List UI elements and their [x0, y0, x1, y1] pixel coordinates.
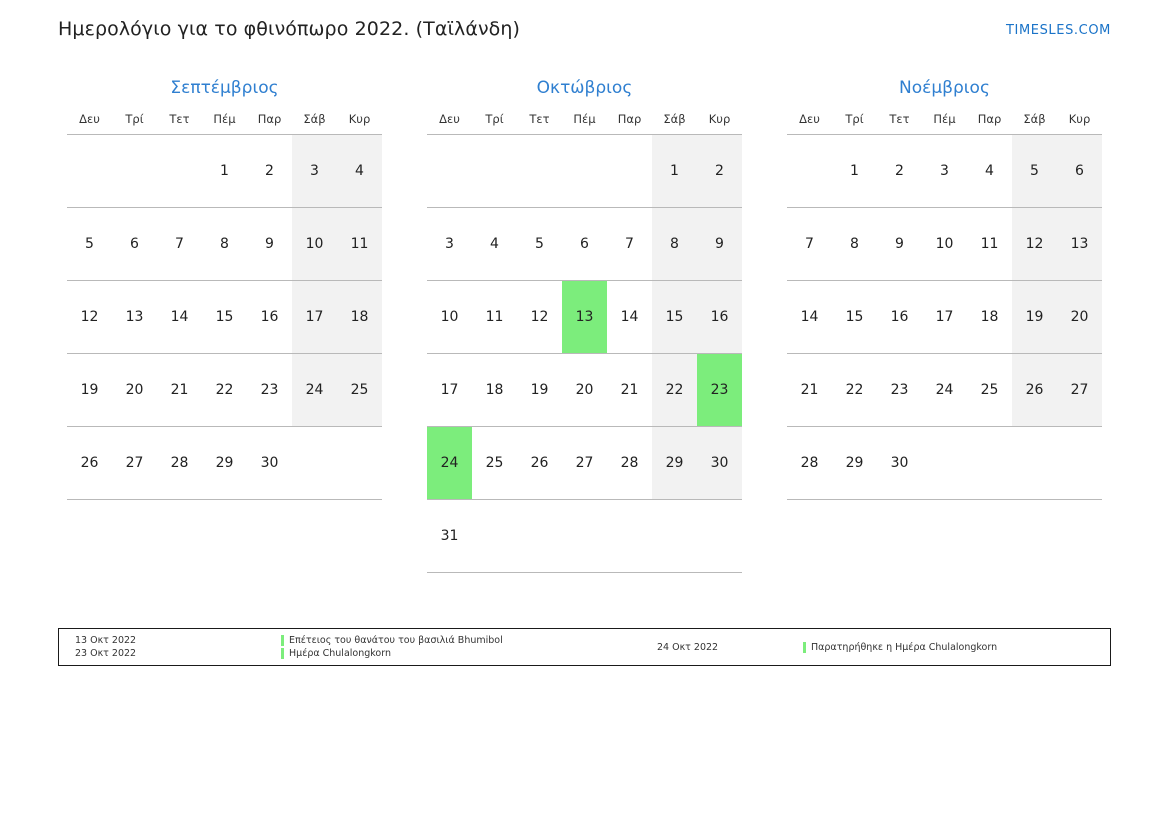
day-cell[interactable]: 7 — [787, 208, 832, 281]
day-cell[interactable]: 17 — [922, 281, 967, 354]
week-row — [427, 500, 742, 573]
empty-day-cell — [1057, 427, 1102, 500]
weekday-header: Κυρ — [697, 112, 742, 135]
day-cell[interactable]: 27 — [562, 427, 607, 500]
empty-day-cell — [967, 427, 1012, 500]
legend-dates-column — [59, 629, 281, 665]
day-cell[interactable]: 5 — [1012, 135, 1057, 208]
day-cell[interactable]: 26 — [517, 427, 562, 500]
day-cell[interactable]: 25 — [967, 354, 1012, 427]
empty-day-cell — [67, 135, 112, 208]
weekday-header: Πέμ — [562, 112, 607, 135]
month-title: Οκτώβριος — [536, 78, 633, 98]
empty-day-cell — [157, 135, 202, 208]
legend-label: Επέτειος του θανάτου του βασιλιά Bhumibol — [289, 635, 503, 646]
legend-label: Παρατηρήθηκε η Ημέρα Chulalongkorn — [811, 641, 998, 653]
day-cell[interactable]: 9 — [877, 208, 922, 281]
day-cell[interactable]: 27 — [1057, 354, 1102, 427]
day-cell[interactable]: 12 — [1012, 208, 1057, 281]
day-cell[interactable]: 8 — [202, 208, 247, 281]
empty-day-cell — [112, 135, 157, 208]
weekday-header: Κυρ — [1057, 112, 1102, 135]
day-cell[interactable]: 25 — [337, 354, 382, 427]
day-cell[interactable]: 24 — [922, 354, 967, 427]
legend-date: 13 Οκτ 2022 — [75, 635, 137, 646]
empty-day-cell — [607, 135, 652, 208]
page-header — [58, 18, 1111, 50]
day-cell[interactable]: 1 — [202, 135, 247, 208]
day-cell[interactable]: 21 — [607, 354, 652, 427]
day-cell[interactable]: 4 — [472, 208, 517, 281]
week-row — [787, 135, 1102, 208]
day-cell[interactable]: 3 — [922, 135, 967, 208]
day-cell[interactable]: 23 — [247, 354, 292, 427]
legend-names-column-2 — [803, 629, 1110, 665]
day-cell[interactable]: 16 — [697, 281, 742, 354]
day-cell-holiday[interactable]: 24 — [427, 427, 472, 500]
weekday-header: Παρ — [247, 112, 292, 135]
day-cell[interactable]: 29 — [202, 427, 247, 500]
empty-day-cell — [1012, 427, 1057, 500]
day-cell[interactable]: 15 — [652, 281, 697, 354]
day-cell[interactable]: 30 — [697, 427, 742, 500]
day-cell[interactable]: 11 — [472, 281, 517, 354]
day-cell[interactable]: 11 — [337, 208, 382, 281]
day-cell[interactable]: 20 — [1057, 281, 1102, 354]
empty-day-cell — [517, 135, 562, 208]
empty-day-cell — [697, 500, 742, 573]
day-cell[interactable]: 15 — [202, 281, 247, 354]
weekday-header: Παρ — [967, 112, 1012, 135]
day-cell[interactable]: 14 — [607, 281, 652, 354]
legend — [58, 628, 1111, 666]
weekday-header: Τετ — [517, 112, 562, 135]
weekday-header: Δευ — [427, 112, 472, 135]
day-cell[interactable]: 6 — [562, 208, 607, 281]
week-row — [67, 427, 382, 500]
day-cell[interactable]: 13 — [112, 281, 157, 354]
empty-day-cell — [337, 427, 382, 500]
day-cell[interactable]: 30 — [247, 427, 292, 500]
month-block — [778, 78, 1111, 573]
holiday-swatch-icon — [281, 648, 284, 659]
week-row — [427, 281, 742, 354]
legend-entry — [803, 641, 1110, 654]
day-cell[interactable]: 17 — [427, 354, 472, 427]
day-cell[interactable]: 6 — [1057, 135, 1102, 208]
day-cell[interactable]: 10 — [922, 208, 967, 281]
weekday-header: Δευ — [67, 112, 112, 135]
weekday-header: Πέμ — [202, 112, 247, 135]
day-cell[interactable]: 22 — [652, 354, 697, 427]
day-cell[interactable]: 8 — [832, 208, 877, 281]
day-cell[interactable]: 23 — [877, 354, 922, 427]
day-cell[interactable]: 4 — [967, 135, 1012, 208]
legend-entry — [281, 634, 651, 647]
month-block — [58, 78, 391, 573]
empty-day-cell — [607, 500, 652, 573]
weekday-header: Σάβ — [292, 112, 337, 135]
weekday-header: Δευ — [787, 112, 832, 135]
day-cell[interactable]: 1 — [652, 135, 697, 208]
day-cell[interactable]: 30 — [877, 427, 922, 500]
month-block — [418, 78, 751, 573]
week-row — [787, 208, 1102, 281]
weekday-header: Σάβ — [1012, 112, 1057, 135]
empty-day-cell — [517, 500, 562, 573]
day-cell[interactable]: 8 — [652, 208, 697, 281]
legend-dates-column-2 — [651, 629, 803, 665]
legend-label: Ημέρα Chulalongkorn — [289, 648, 392, 659]
day-cell[interactable]: 27 — [112, 427, 157, 500]
day-cell[interactable]: 4 — [337, 135, 382, 208]
day-cell[interactable]: 11 — [967, 208, 1012, 281]
day-cell[interactable]: 2 — [697, 135, 742, 208]
holiday-swatch-icon — [803, 642, 806, 653]
week-row — [787, 281, 1102, 354]
empty-day-cell — [292, 427, 337, 500]
calendar-table — [67, 112, 382, 500]
day-cell[interactable]: 28 — [787, 427, 832, 500]
weekday-header: Πέμ — [922, 112, 967, 135]
day-cell[interactable]: 26 — [67, 427, 112, 500]
day-cell[interactable]: 29 — [652, 427, 697, 500]
weekday-header: Τρί — [112, 112, 157, 135]
months-container — [58, 78, 1111, 573]
month-title: Σεπτέμβριος — [170, 78, 279, 98]
empty-day-cell — [562, 500, 607, 573]
weekday-header: Τετ — [877, 112, 922, 135]
day-cell[interactable]: 15 — [832, 281, 877, 354]
day-cell[interactable]: 19 — [67, 354, 112, 427]
day-cell[interactable]: 5 — [67, 208, 112, 281]
week-row — [427, 135, 742, 208]
week-row — [67, 135, 382, 208]
empty-day-cell — [427, 135, 472, 208]
week-row — [67, 354, 382, 427]
weekday-header: Τετ — [157, 112, 202, 135]
day-cell[interactable]: 22 — [832, 354, 877, 427]
empty-day-cell — [922, 427, 967, 500]
brand-link[interactable]: TIMESLES.COM — [1005, 23, 1111, 38]
day-cell[interactable]: 7 — [157, 208, 202, 281]
day-cell[interactable]: 21 — [787, 354, 832, 427]
week-row — [427, 354, 742, 427]
weekday-header: Σάβ — [652, 112, 697, 135]
day-cell[interactable]: 20 — [562, 354, 607, 427]
weekday-header: Παρ — [607, 112, 652, 135]
day-cell[interactable]: 25 — [472, 427, 517, 500]
day-cell[interactable]: 22 — [202, 354, 247, 427]
weekday-header: Τρί — [472, 112, 517, 135]
day-cell[interactable]: 9 — [247, 208, 292, 281]
day-cell[interactable]: 19 — [517, 354, 562, 427]
day-cell[interactable]: 10 — [292, 208, 337, 281]
day-cell[interactable]: 28 — [157, 427, 202, 500]
day-cell[interactable]: 2 — [247, 135, 292, 208]
day-cell[interactable]: 10 — [427, 281, 472, 354]
empty-day-cell — [472, 135, 517, 208]
day-cell[interactable]: 16 — [877, 281, 922, 354]
day-cell[interactable]: 1 — [832, 135, 877, 208]
week-row — [787, 427, 1102, 500]
legend-date: 24 Οκτ 2022 — [657, 641, 719, 653]
weekday-header: Κυρ — [337, 112, 382, 135]
day-cell[interactable]: 7 — [607, 208, 652, 281]
day-cell[interactable]: 18 — [967, 281, 1012, 354]
day-cell[interactable]: 26 — [1012, 354, 1057, 427]
empty-day-cell — [562, 135, 607, 208]
day-cell[interactable]: 29 — [832, 427, 877, 500]
month-title: Νοέμβριος — [899, 78, 990, 98]
day-cell[interactable]: 3 — [292, 135, 337, 208]
day-cell[interactable]: 18 — [337, 281, 382, 354]
calendar-table — [787, 112, 1102, 500]
day-cell[interactable]: 17 — [292, 281, 337, 354]
calendar-table — [427, 112, 742, 573]
week-row — [427, 208, 742, 281]
day-cell-holiday[interactable]: 13 — [562, 281, 607, 354]
day-cell-holiday[interactable]: 23 — [697, 354, 742, 427]
day-cell[interactable]: 24 — [292, 354, 337, 427]
day-cell[interactable]: 16 — [247, 281, 292, 354]
day-cell[interactable]: 13 — [1057, 208, 1102, 281]
day-cell[interactable]: 14 — [787, 281, 832, 354]
page-title: Ημερολόγιο για το φθινόπωρο 2022. (Ταϊλάνδη) — [58, 18, 521, 40]
week-row — [427, 427, 742, 500]
day-cell[interactable]: 12 — [67, 281, 112, 354]
legend-names-column — [281, 629, 651, 665]
day-cell[interactable]: 14 — [157, 281, 202, 354]
empty-day-cell — [472, 500, 517, 573]
empty-day-cell — [652, 500, 697, 573]
legend-date: 23 Οκτ 2022 — [75, 648, 137, 659]
empty-day-cell — [787, 135, 832, 208]
day-cell[interactable]: 19 — [1012, 281, 1057, 354]
day-cell[interactable]: 2 — [877, 135, 922, 208]
week-row — [67, 208, 382, 281]
day-cell[interactable]: 18 — [472, 354, 517, 427]
holiday-swatch-icon — [281, 635, 284, 646]
day-cell[interactable]: 6 — [112, 208, 157, 281]
day-cell[interactable]: 12 — [517, 281, 562, 354]
day-cell[interactable]: 28 — [607, 427, 652, 500]
day-cell[interactable]: 9 — [697, 208, 742, 281]
day-cell[interactable]: 3 — [427, 208, 472, 281]
day-cell[interactable]: 21 — [157, 354, 202, 427]
day-cell[interactable]: 5 — [517, 208, 562, 281]
week-row — [787, 354, 1102, 427]
weekday-header: Τρί — [832, 112, 877, 135]
day-cell[interactable]: 20 — [112, 354, 157, 427]
legend-entry — [281, 647, 651, 660]
day-cell[interactable]: 31 — [427, 500, 472, 573]
week-row — [67, 281, 382, 354]
